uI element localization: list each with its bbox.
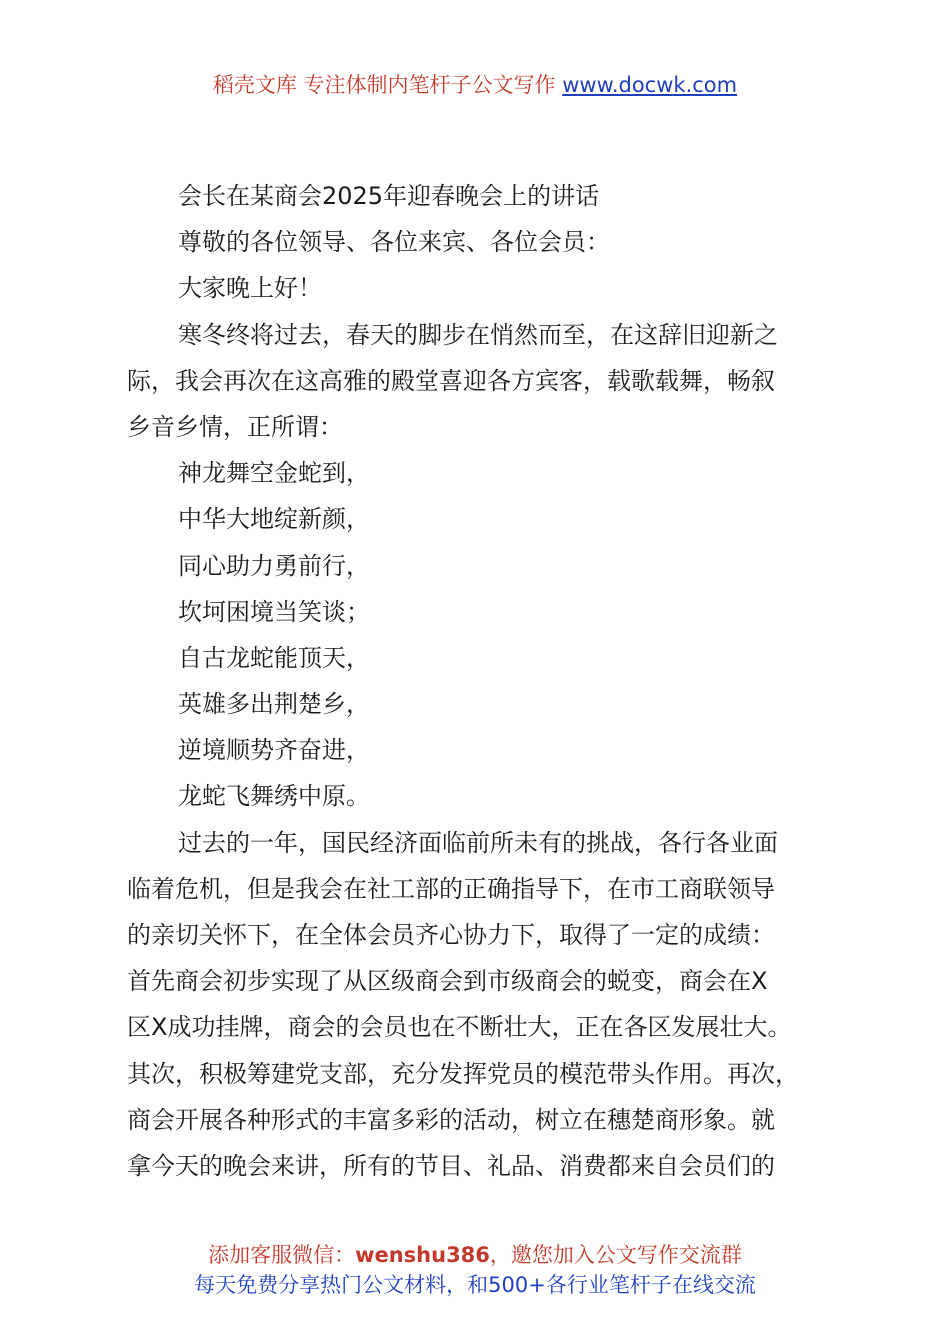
document-body xyxy=(127,173,827,1189)
document-line: 神龙舞空金蛇到， xyxy=(178,459,370,488)
document-line: 中华大地绽新颜， xyxy=(178,505,370,534)
document-line: 的亲切关怀下，在全体会员齐心协力下，取得了一定的成绩： xyxy=(127,921,775,949)
document-line: 首先商会初步实现了从区级商会到市级商会的蜕变，商会在X xyxy=(127,967,768,996)
footer-share-line: 每天免费分享热门公文材料，和500+各行业笔杆子在线交流 xyxy=(194,1273,756,1297)
document-line: 乡音乡情，正所谓： xyxy=(127,412,343,441)
header-website-link[interactable]: www.docwk.com xyxy=(562,73,738,97)
document-line: 逆境顺势齐奋进， xyxy=(178,736,370,765)
document-line: 寒冬终将过去，春天的脚步在悄然而至，在这辞旧迎新之 xyxy=(178,320,778,349)
document-line: 龙蛇飞舞绣中原。 xyxy=(178,782,370,811)
document-line: 拿今天的晚会来讲，所有的节目、礼品、消费都来自会员们的 xyxy=(127,1151,775,1180)
document-line: 其次，积极筹建党支部，充分发挥党员的模范带头作用。再次， xyxy=(127,1059,799,1088)
document-line: 大家晚上好！ xyxy=(178,274,322,303)
document-line: 过去的一年，国民经济面临前所未有的挑战，各行各业面 xyxy=(178,828,778,857)
page-footer xyxy=(0,1240,950,1300)
document-line: 英雄多出荆楚乡， xyxy=(178,690,370,719)
header-brand: 稻壳文库 专注体制内笔杆子公文写作 xyxy=(212,73,563,97)
document-line: 坎坷困境当笑谈； xyxy=(178,597,370,626)
document-line: 区X成功挂牌，商会的会员也在不断壮大，正在各区发展壮大。 xyxy=(127,1013,792,1042)
document-line: 尊敬的各位领导、各位来宾、各位会员： xyxy=(178,228,610,257)
footer-wechat-id: wenshu386 xyxy=(355,1243,490,1267)
footer-wechat-suffix: ，邀您加入公文写作交流群 xyxy=(489,1243,742,1267)
document-line: 临着危机，但是我会在社工部的正确指导下，在市工商联领导 xyxy=(127,874,775,903)
footer-wechat-prefix: 添加客服微信： xyxy=(208,1243,356,1267)
document-line: 会长在某商会2025年迎春晚会上的讲话 xyxy=(178,182,600,210)
document-line: 商会开展各种形式的丰富多彩的活动，树立在穗楚商形象。就 xyxy=(127,1105,775,1134)
footer-wechat-line xyxy=(0,1240,950,1270)
document-line: 际，我会再次在这高雅的殿堂喜迎各方宾客，载歌载舞，畅叙 xyxy=(127,366,775,395)
page-header xyxy=(0,70,950,100)
document-line: 自古龙蛇能顶天， xyxy=(178,643,370,672)
document-line: 同心助力勇前行， xyxy=(178,551,370,580)
